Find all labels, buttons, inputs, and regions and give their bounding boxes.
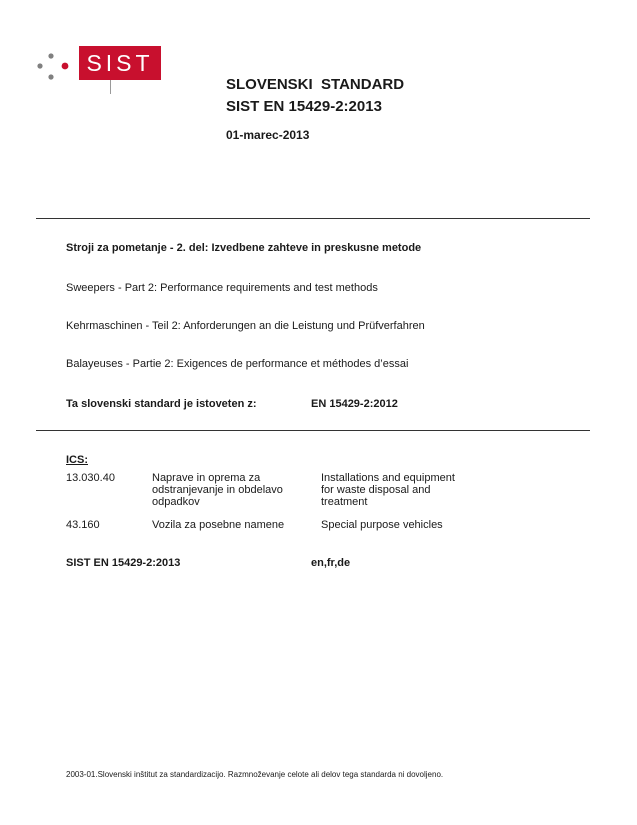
- standard-heading: SLOVENSKI STANDARD: [226, 76, 405, 93]
- divider-middle: [36, 430, 590, 431]
- ics-description-en: Special purpose vehicles: [321, 519, 443, 531]
- ics-description-en: Installations and equipment for waste disposal and treatment: [321, 472, 455, 508]
- identical-label: Ta slovenski standard je istoveten z:: [66, 398, 257, 410]
- ics-code: 13.030.40: [66, 472, 115, 484]
- ics-description-sl: Vozila za posebne namene: [152, 519, 285, 531]
- divider-top: [36, 218, 590, 219]
- title-french: Balayeuses - Partie 2: Exigences de performance et méthodes d’essai: [66, 358, 409, 370]
- standard-code: SIST EN 15429-2:2013: [226, 98, 382, 115]
- logo-dots-icon: [36, 50, 72, 84]
- footer-languages: en,fr,de: [311, 557, 351, 569]
- ics-label: ICS:: [66, 454, 88, 466]
- ics-code: 43.160: [66, 519, 100, 531]
- title-slovenian: Stroji za pometanje - 2. del: Izvedbene zahteve in preskusne metode: [66, 242, 422, 254]
- logo-text: SIST: [86, 50, 154, 76]
- ics-description-sl: Naprave in oprema za odstranjevanje in obdelavo odpadkov: [152, 472, 283, 508]
- footer-standard-code: SIST EN 15429-2:2013: [66, 557, 181, 569]
- logo-divider: [110, 80, 111, 94]
- title-german: Kehrmaschinen - Teil 2: Anforderungen an die Leistung und Prüfverfahren: [66, 320, 425, 332]
- publication-date: 01-marec-2013: [226, 128, 310, 142]
- copyright-note: 2003-01.Slovenski inštitut za standardizacijo. Razmnoževanje celote ali delov tega standarda ni dovoljeno.: [66, 770, 444, 779]
- title-english: Sweepers - Part 2: Performance requirements and test methods: [66, 282, 378, 294]
- identical-value: EN 15429-2:2012: [311, 398, 398, 410]
